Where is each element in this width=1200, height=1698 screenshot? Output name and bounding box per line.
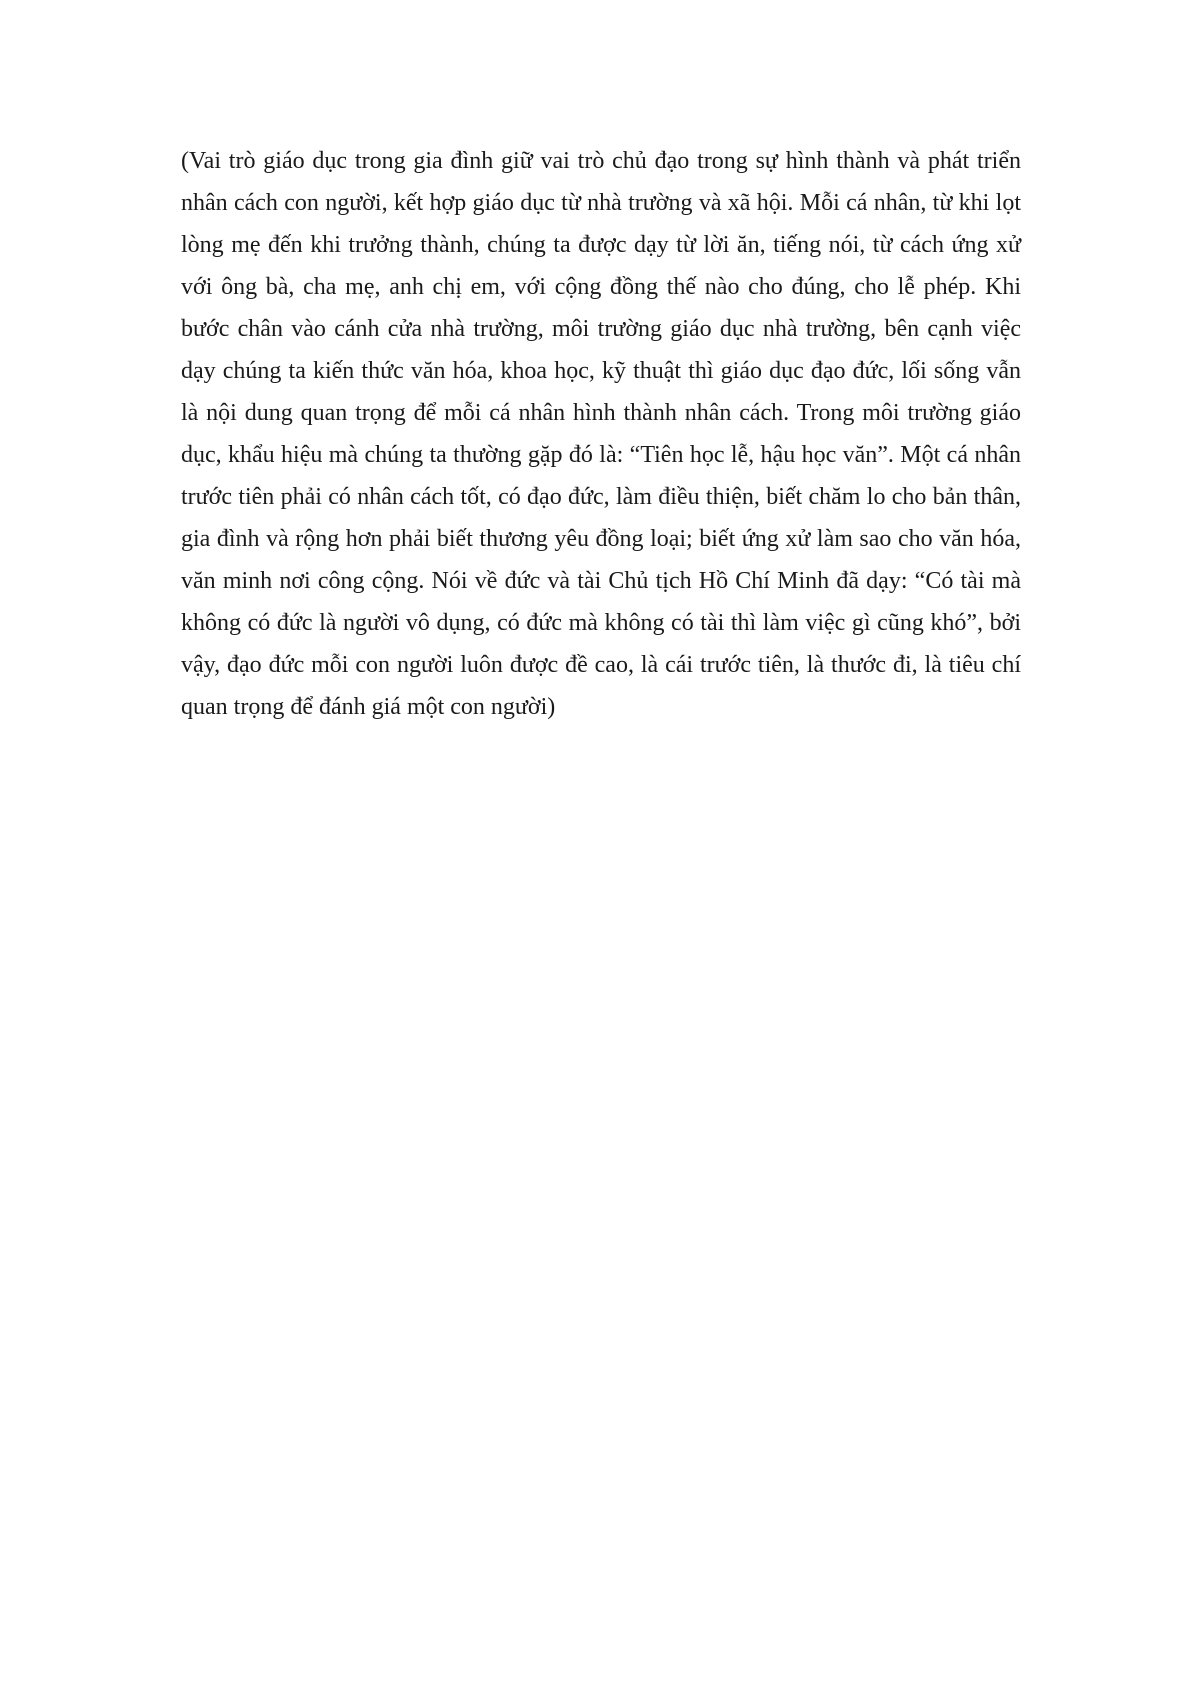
body-paragraph: (Vai trò giáo dục trong gia đình giữ vai trò chủ đạo trong sự hình thành và phát triển nhân cách con người, kết hợp giáo dục từ nhà trường và xã hội. Mỗi cá nhân, từ khi lọt lòng mẹ đến khi trưởng thành, chúng ta được dạy từ lời ăn, tiếng nói, từ cách ứng xử với ông bà, cha mẹ, anh chị em, với cộng đồng thế nào cho đúng, cho lễ phép. Khi bước chân vào cánh cửa nhà trường, môi trường giáo dục nhà trường, bên cạnh việc dạy chúng ta kiến thức văn hóa, khoa học, kỹ thuật thì giáo dục đạo đức, lối sống vẫn là nội dung quan trọng để mỗi cá nhân hình thành nhân cách. Trong môi trường giáo dục, khẩu hiệu mà chúng ta thường gặp đó là: “Tiên học lễ, hậu học văn”. Một cá nhân trước tiên phải có nhân cách tốt, có đạo đức, làm điều thiện, biết chăm lo cho bản thân, gia đình và rộng hơn phải biết thương yêu đồng loại; biết ứng xử làm sao cho văn hóa, văn minh nơi công cộng. Nói về đức và tài Chủ tịch Hồ Chí Minh đã dạy: “Có tài mà không có đức là người vô dụng, có đức mà không có tài thì làm việc gì cũng khó”, bởi vậy, đạo đức mỗi con người luôn được đề cao, là cái trước tiên, là thước đi, là tiêu chí quan trọng để đánh giá một con người) xyxy=(181,148,1021,720)
